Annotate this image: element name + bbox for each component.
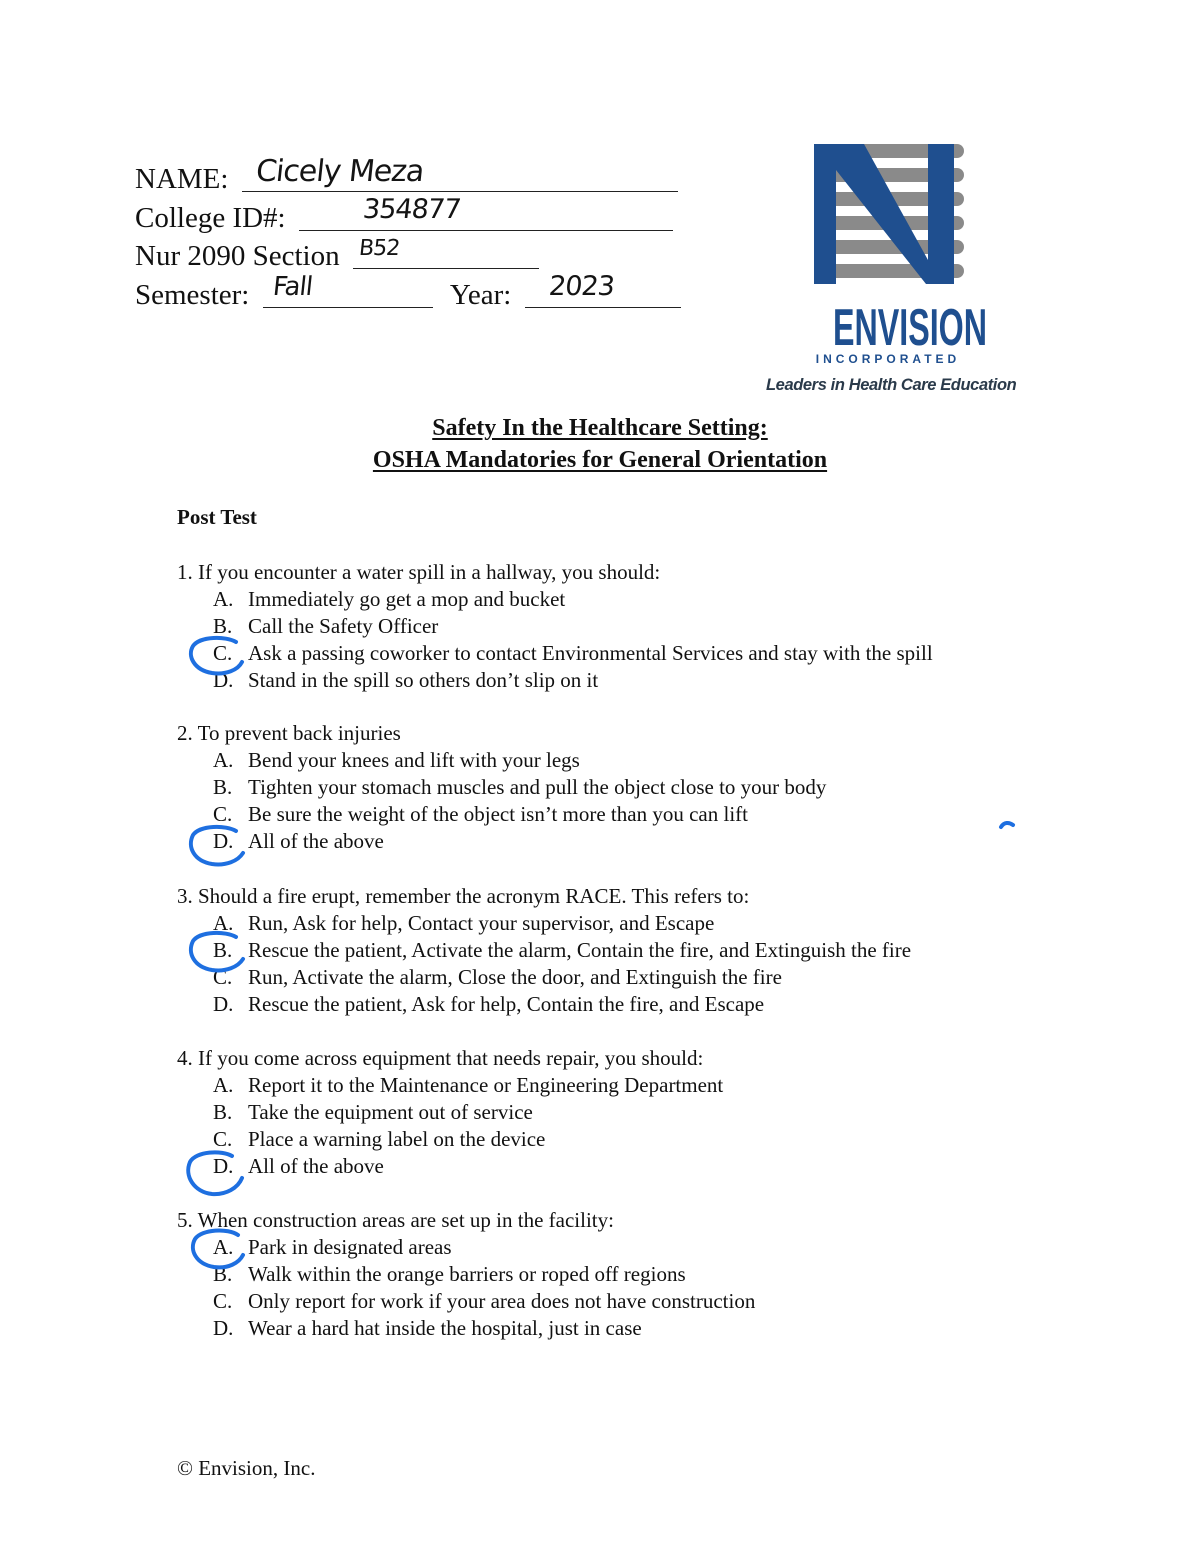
college-id-label: College ID#:	[135, 201, 286, 234]
option-4a[interactable]: A. Report it to the Maintenance or Engineering Department	[213, 1073, 724, 1097]
college-id-handwriting: 354877	[361, 194, 462, 225]
question-1	[177, 559, 933, 694]
semester-field[interactable]	[263, 274, 433, 304]
semester-row	[135, 271, 681, 313]
document-title: Safety In the Healthcare Setting:	[432, 415, 768, 441]
question-text: 1. If you encounter a water spill in a hallway, you should:	[177, 560, 661, 584]
question-5	[177, 1207, 755, 1342]
option-2d[interactable]: D. All of the above	[213, 829, 384, 853]
name-field[interactable]	[242, 153, 678, 189]
document-subtitle: OSHA Mandatories for General Orientation	[372, 447, 828, 473]
college-id-row	[135, 194, 681, 236]
envision-logo	[808, 140, 1018, 400]
option-5c[interactable]: C. Only report for work if your area does not have construction	[213, 1289, 756, 1313]
question-4	[177, 1045, 723, 1180]
question-text: 4. If you come across equipment that needs repair, you should:	[177, 1046, 704, 1070]
logo-n-icon	[814, 144, 954, 284]
name-label: NAME:	[135, 163, 229, 195]
year-handwriting: 2023	[547, 271, 616, 302]
question-text: 3. Should a fire erupt, remember the acronym RACE. This refers to:	[177, 884, 750, 908]
section-handwriting: B52	[357, 235, 401, 261]
option-4b[interactable]: B. Take the equipment out of service	[213, 1100, 533, 1124]
option-3b[interactable]: B. Rescue the patient, Activate the alarm, Contain the fire, and Extinguish the fire	[213, 938, 912, 962]
option-5b[interactable]: B. Walk within the orange barriers or roped off regions	[213, 1262, 686, 1286]
option-1b[interactable]: B. Call the Safety Officer	[213, 614, 439, 638]
stray-pen-mark-icon	[998, 819, 1016, 831]
option-4c[interactable]: C. Place a warning label on the device	[213, 1127, 546, 1151]
question-text: 2. To prevent back injuries	[177, 721, 401, 745]
option-3a[interactable]: A. Run, Ask for help, Contact your supervisor, and Escape	[213, 911, 715, 935]
section-label: Nur 2090 Section	[135, 240, 340, 272]
option-1c[interactable]: C. Ask a passing coworker to contact Environmental Services and stay with the spill	[213, 641, 933, 665]
semester-handwriting: Fall	[271, 272, 314, 302]
option-1d[interactable]: D. Stand in the spill so others don’t slip on it	[213, 668, 599, 692]
option-5d[interactable]: D. Wear a hard hat inside the hospital, just in case	[213, 1316, 642, 1340]
option-4d[interactable]: D. All of the above	[213, 1154, 384, 1178]
college-id-field[interactable]	[299, 194, 673, 227]
option-5a[interactable]: A. Park in designated areas	[213, 1235, 452, 1259]
option-1a[interactable]: A. Immediately go get a mop and bucket	[213, 587, 566, 611]
option-3c[interactable]: C. Run, Activate the alarm, Close the door, and Extinguish the fire	[213, 965, 782, 989]
question-3	[177, 883, 911, 1018]
option-2c[interactable]: C. Be sure the weight of the object isn’t more than you can lift	[213, 802, 748, 826]
section-field[interactable]	[353, 235, 539, 265]
year-field[interactable]	[525, 271, 681, 304]
student-info-form	[135, 153, 681, 312]
option-3d[interactable]: D. Rescue the patient, Ask for help, Contain the fire, and Escape	[213, 992, 765, 1016]
name-handwriting: Cicely Meza	[253, 153, 425, 189]
logo-subtext: INCORPORATED	[815, 352, 961, 366]
option-2b[interactable]: B. Tighten your stomach muscles and pull the object close to your body	[213, 775, 827, 799]
section-heading: Post Test	[177, 505, 257, 529]
logo-wordmark: ENVISION	[833, 299, 987, 357]
semester-label: Semester:	[135, 278, 250, 311]
copyright-footer: © Envision, Inc.	[177, 1456, 316, 1480]
question-text: 5. When construction areas are set up in the facility:	[177, 1208, 614, 1232]
option-2a[interactable]: A. Bend your knees and lift with your legs	[213, 748, 580, 772]
year-label: Year:	[449, 278, 512, 311]
question-2	[177, 720, 826, 855]
logo-tagline: Leaders in Health Care Education	[766, 376, 1017, 394]
